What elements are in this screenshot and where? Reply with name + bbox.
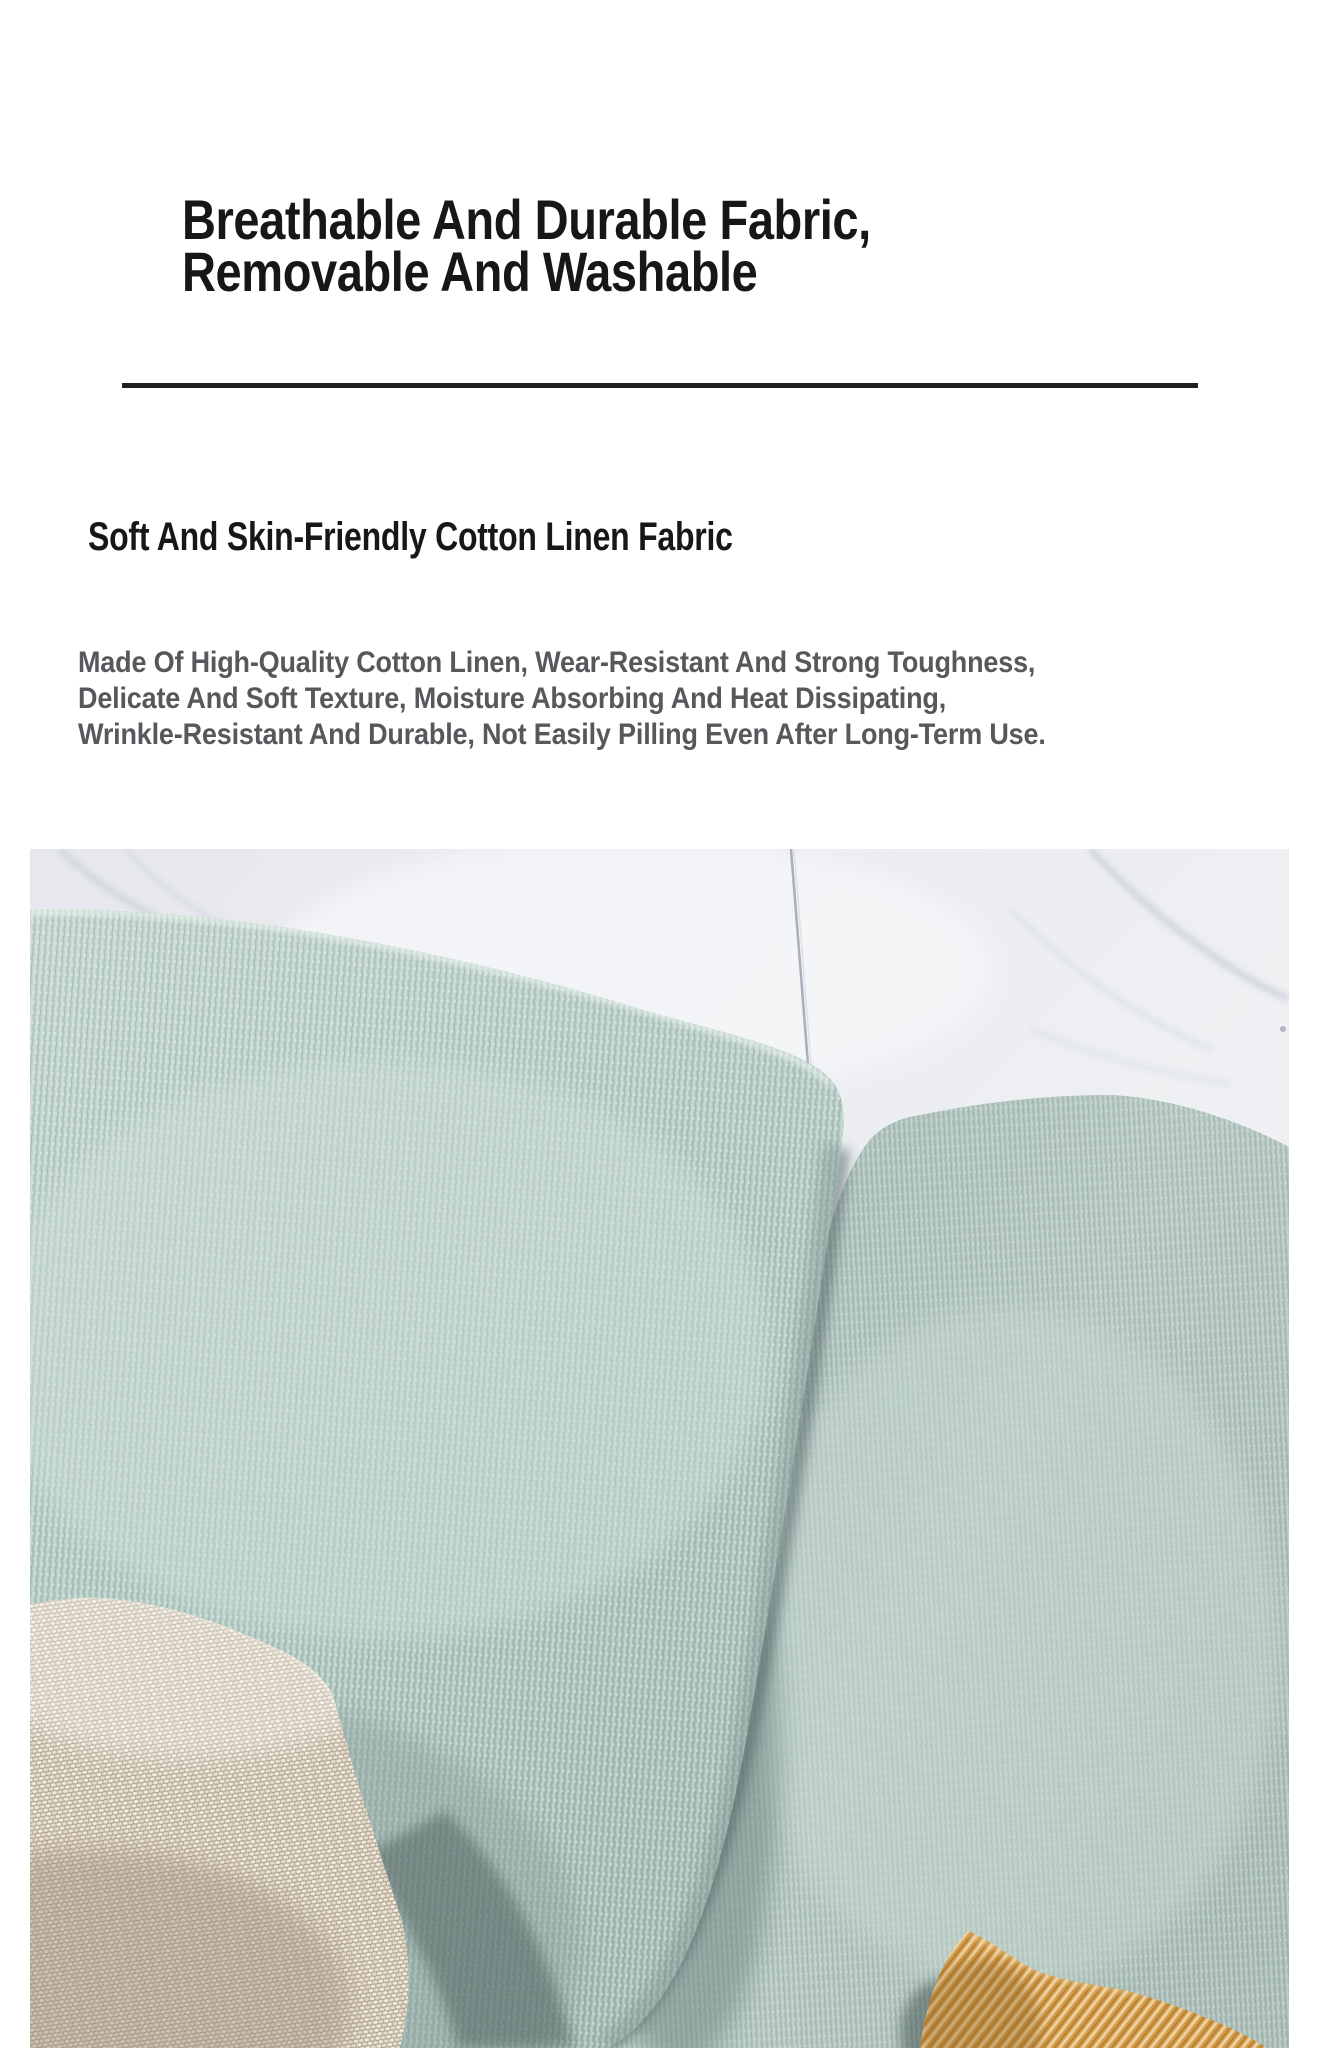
product-photo bbox=[30, 849, 1289, 2048]
divider bbox=[122, 383, 1198, 388]
page-title bbox=[182, 188, 871, 303]
wall-mark bbox=[1280, 1026, 1286, 1032]
section-body bbox=[78, 645, 1046, 753]
body-line-3: Wrinkle-Resistant And Durable, Not Easily Pilling Even After Long-Term Use. bbox=[78, 718, 1046, 751]
body-line-2: Delicate And Soft Texture, Moisture Absorbing And Heat Dissipating, bbox=[78, 682, 947, 715]
page-title-line-1: Breathable And Durable Fabric, bbox=[182, 188, 871, 251]
body-line-1: Made Of High-Quality Cotton Linen, Wear-Resistant And Strong Toughness, bbox=[78, 646, 1036, 679]
page-title-line-2: Removable And Washable bbox=[182, 240, 758, 303]
section-subtitle: Soft And Skin-Friendly Cotton Linen Fabric bbox=[88, 515, 733, 559]
